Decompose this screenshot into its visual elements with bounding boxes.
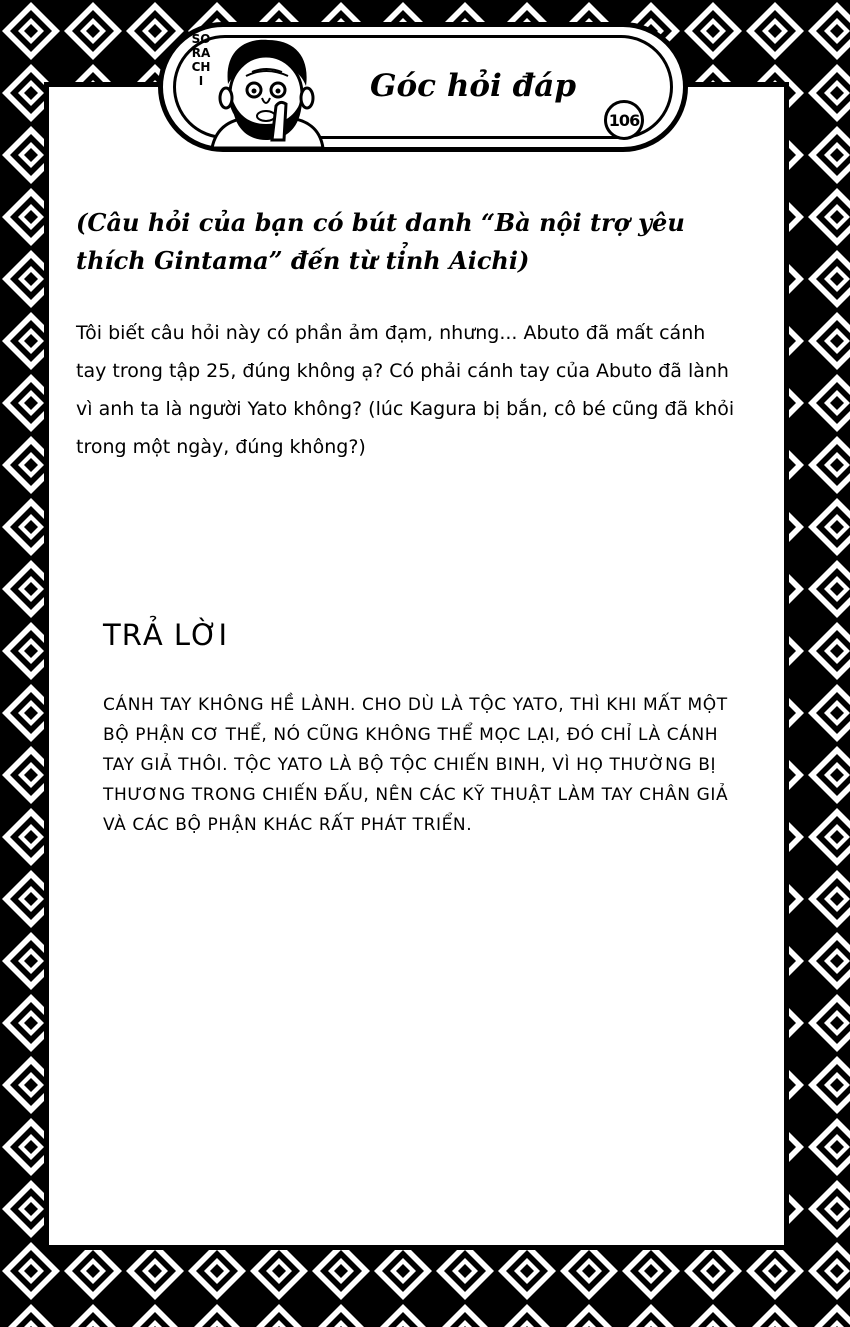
question-body: Tôi biết câu hỏi này có phần ảm đạm, nhưng... Abuto đã mất cánh tay trong tập 25, đúng không ạ? Có phải cánh tay của Abuto đã lành vì anh ta là người Yato không? (lúc Kagura bị bắn, cô bé cũng đã khỏi trong một ngày, đúng không?)	[76, 322, 735, 458]
page-number-badge: 106	[604, 100, 644, 140]
corner-title: Góc hỏi đáp	[370, 68, 577, 104]
answer-heading: TRẢ LỜI	[103, 618, 229, 652]
author-brand-label: SORACHI	[191, 32, 211, 88]
answer-body: CÁNH TAY KHÔNG HỀ LÀNH. CHO DÙ LÀ TỘC YATO, THÌ KHI MẤT MỘT BỘ PHẬN CƠ THỂ, NÓ CŨNG KHÔNG THỂ MỌC LẠI, ĐÓ CHỈ LÀ CÁNH TAY GIẢ THÔI. TỘC YATO LÀ BỘ TỘC CHIẾN BINH, VÌ HỌ THƯỜNG BỊ THƯƠNG TRONG CHIẾN ĐẤU, NÊN CÁC KỸ THUẬT LÀM TAY CHÂN GIẢ VÀ CÁC BỘ PHẬN KHÁC RẤT PHÁT TRIỂN.	[103, 695, 729, 835]
bearded-author-face-icon	[210, 36, 325, 148]
question-heading: (Câu hỏi của bạn có bút danh “Bà nội trợ yêu thích Gintama” đến từ tỉnh Aichi)	[76, 208, 685, 275]
